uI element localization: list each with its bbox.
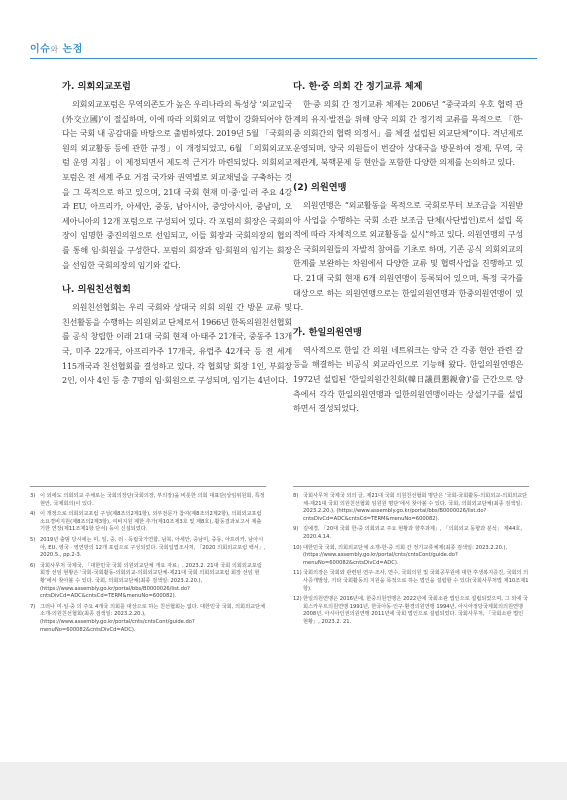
footnote-number: 6): [30, 562, 36, 569]
header-title-a: 이슈: [30, 44, 51, 55]
footnote-text: 국회사무처 국제국 외의 글, 제21대 국회 의원친선협회 명단은 ‘국회-국회활동-의회외교-의회외교단체-제21대 국회 의원친선협회 임원원 명단’에서 찾아볼 수 있다. 국회, 의회외교단체(최종 검색일: 2023.2.20.), (https://www.assembly.go.kr/portal/bbs/B0000026/list.do?cntsDivCd=ADC&cntsCd=TERM&menuNo=600082).: [303, 493, 528, 522]
footnote-number: 9): [293, 526, 299, 533]
page-header: [30, 40, 83, 55]
footnote-number: 8): [293, 493, 299, 499]
footnote-number: 3): [30, 493, 36, 499]
header-title-amp: 와: [50, 45, 59, 54]
footnote-text: 국회사무처 국제국, 「대한민국 국회 의원외교단체 개요 자료」, 2023.2. 21대 국회 의회외교포럼 회장 선임 현황은 ‘국회-국회활동-의회외교-의회외교단체-제21대 국회 의회외교포럼 회장 선임 현황’에서 찾아볼 수 있다. 국회, 의회외교단체(최종 검색일: 2023.2.20.), (https://www.assembly.go.kr/portal/bbs/B0000026/list.do?cntsDivCd=ADC&cntsCd=TERM&menuNo=600082).: [40, 562, 262, 600]
page-footer-band: [0, 762, 567, 800]
section-heading: 나. 의원친선협회: [62, 284, 131, 296]
footnote-text: 한일의원연맹은 2016년에, 한중의원연맹은 2022년에 국회소관 법인으로 설립되었으며, 그 외에 국회스카우트의원연맹 1991년, 한국아동·인구·환경의원연맹 1994년, 아시아정당국제회의의원연맹 2008년, 아시아인권의원연맹 2011년에 국회 법인으로 설립되었다. 국회사무처, 「국회소관 법인 현황」, 2023.2. 21.: [303, 596, 528, 625]
footnote: [293, 493, 529, 523]
section-heading: 가. 의회외교포럼: [62, 81, 131, 92]
footnote-number: 5): [30, 536, 36, 543]
footnote-number: 10): [293, 544, 302, 551]
footnote-text: 이 개정으로 의회외교포럼 구성(제8조의2제1항), 외부전문가 참여(제8조의2제2항), 의회외교포럼 소요경비지원(제8조의2제3항), 여비지원 제한 추가(제10조제3호 및 제8호), 활동결과보고서 제출기한 연장(제11조제1항 단서) 등이 신설되었다.: [40, 511, 262, 533]
footnote-text: 대한민국 국회, 의회외교단체 소개-한·중 의회 간 정기교류체제(최종 검색일: 2023.2.20.), (https://www.assembly.go.kr/portal/cnts/cntsCont/guide.do?menuNo=600082&cntsDivCd=ADC).: [303, 544, 508, 566]
footnote: [30, 511, 266, 534]
footnote-number: 12): [293, 596, 302, 603]
section-heading: (2) 의원연맹: [293, 181, 347, 193]
footnote-rule: [30, 486, 266, 487]
paragraph: 의원연맹은 “외교활동을 목적으로 국회로부터 보조금을 지원받아 사업을 수행하는 국회 소관 보조금 단체(사단법인)로서 설립 목적에 따라 자체적으로 외교활동을 실시”하고 있다. 의원연맹의 구성은 국회의원들의 자발적 참여를 기초로 하며, 기존 공식 의회외교의 한계를 보완하는 차원에서 다양한 교류 및 협력사업을 진행하고 있다. 21대 국회 현재 6개 의원연맹이 등록되어 있으며, 특정 국가를 대상으로 하는 의원연맹으로는 한일의원연맹과 한중의원연맹이 있다.: [293, 199, 523, 313]
paragraph: 의원친선협회는 우리 국회와 상대국 의회 의원 간 방문 교류 및 친선활동을 수행하는 의원외교 단체로서 1966년 한독의원친선협회를 공식 창립한 이래 21대 국회 현재 아·태주 21개국, 중동주 13개국, 미주 22개국, 아프리카주 17개국, 유럽주 42개국 등 전 세계 115개국과 친선협회를 결성하고 있다. 각 협회당 회장 1인, 부회장 2인, 이사 4인 등 총 7명의 임·회원으로 구성되며, 임기는 4년이다.: [62, 302, 292, 386]
footnote: [30, 563, 266, 601]
footnote-text: 그러나 미·일·중 의 주요 4개국 의회를 대상으로 하는 친선협회는 없다. 대한민국 국회, 의회외교단체 소개-의원친선협회(최종 검색일: 2023.2.20.), (https://www.assembly.go.kr/portal/cnts/cntsCont/guide.do?menuNo=600082&cntsDivCd=ADC).: [40, 603, 266, 633]
footnote: [30, 493, 266, 508]
footnote: [293, 596, 529, 626]
footnote-text: 이 외에도 의회외교 주체로는 국회의장단(국회의장, 부의장)을 비롯한 의회 대표단(상임위원회, 특정 현안, 국제회의)이 있다.: [40, 493, 265, 507]
paragraph: 의회외교포럼은 무역의존도가 높은 우리나라의 특성상 ‘외교입국(外交立國)’이 절실하며, 이에 따라 의회외교 역할이 강화되어야 한다는 국회 내 공감대를 바탕으로 출범하였다. 2019년 5월 「국회의원의 외교활동 등에 관한 규정」이 개정되었고, 6월 「의회외교포럼 운영 지침」이 제정되면서 제도적 근거가 마련되었다. 의회외교포럼은 전 세계 주요 거점 국가와 권역별로 외교채널을 구축하는 것을 그 목적으로 하고 있으며, 21대 국회 현재 미·중·일·러 주요 4강과 EU, 아프리카, 아세안, 중동, 남아시아, 중앙아시아, 중남미, 오세아니아의 12개 포럼으로 구성되어 있다. 각 포럼의 회장은 국회의장이 임명한 중진의원으로 선임되고, 이들 회장과 국회의장의 협의를 통해 임·회원을 구성한다. 포럼의 회장과 임·회원의 임기는 회장을 선임한 국회의장의 임기와 같다.: [62, 99, 292, 270]
footnote: [30, 537, 266, 560]
header-title-b: 논점: [62, 44, 83, 55]
footnote-text: 2019년 출범 당시에는 미, 일, 중, 러 · 독립국가연합, 남북, 아세안, 중남미, 중동, 아프리카, 남아시아, EU, 영국 · 영연방의 12개 포럼으로 구성되었다. 국회입법조사처, 「2020 의회외교포럼 백서」, 2020.5., pp.2-3.: [40, 536, 266, 559]
footnote: [293, 570, 529, 593]
footnote-number: 11): [293, 570, 302, 577]
footnote-rule: [293, 486, 529, 487]
section-heading: 다. 한·중 의회 간 정기교류 체제: [293, 81, 423, 92]
paragraph: 역사적으로 한일 간 의원 네트워크는 양국 간 각종 현안 관련 갈등을 해결하는 비공식 외교라인으로 기능해 왔다. 한일의원연맹은 1972년 설립된 ‘한일의원간친회(韓日議員懇親會)’를 근간으로 양측에서 각각 한일의원연맹과 일한의원연맹이라는 상설기구를 설립하면서 결성되었다.: [293, 344, 523, 414]
footnote-number: 4): [30, 511, 36, 518]
paragraph: 한·중 의회 간 정기교류 체제는 2006년 “중국과의 우호 협력 관계의 유지·발전을 위해 양국 의회 간 정기적 교류를 목적으로 「한·중 의회간의 협력 의정서」를 체결 설립된 외교단체”이다. 격년제로 운영되며, 양국 의원들이 번갈아 상대국을 방문하여 경제, 무역, 국제관계, 북핵문제 등 현안을 포함한 다양한 의제를 논의하고 있다.: [293, 99, 523, 168]
right-column: [293, 78, 523, 425]
section-heading: 가. 한일의원연맹: [293, 326, 362, 338]
footnote-text: 국회의장은 국회와 관련된 연구·조사, 연수, 국회의원 및 국회공무원에 대한 후생복지증진, 국회의 의사증개발상, 기타 국회활동의 지원을 목적으로 하는 법인을 설립할 수 있다(국회사무처법 제10조제1항).: [303, 570, 529, 592]
footnote: [30, 604, 266, 634]
header-rule: [30, 58, 537, 59]
footnotes-right: [293, 486, 529, 630]
footnote: [293, 545, 529, 568]
left-column: [62, 78, 292, 397]
footnote-text: 김예경, 「20대 국회 한·중 의회외교 주요 현황과 향후과제」, 「의회외교 동향과 분석」 제44호, 2020.4.14.: [303, 526, 523, 540]
footnotes-left: [30, 486, 266, 637]
footnote: [293, 526, 529, 541]
footnote-number: 7): [30, 603, 36, 610]
